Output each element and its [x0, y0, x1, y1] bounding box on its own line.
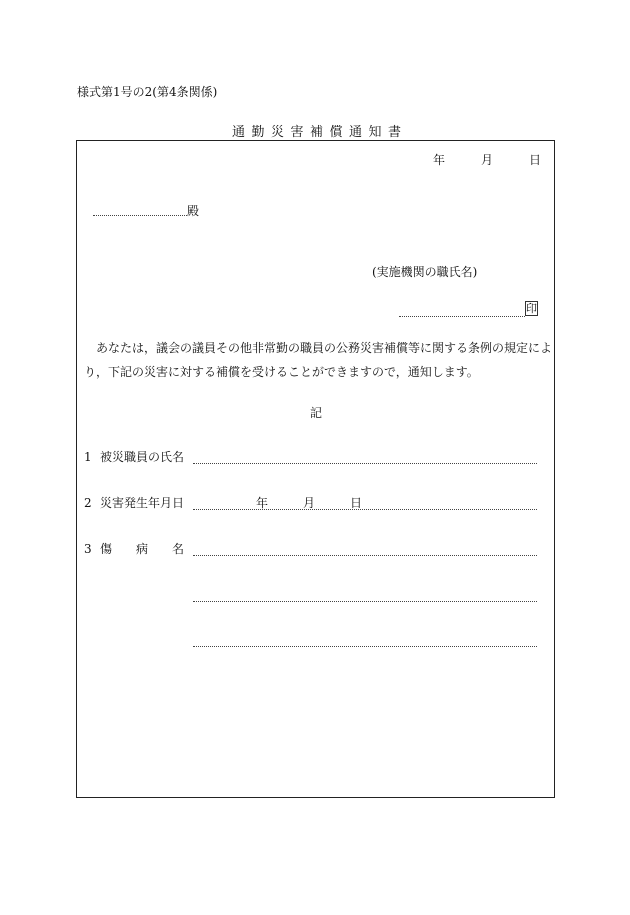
item-2-month-label: 月 — [303, 496, 316, 510]
date-month-label: 月 — [481, 153, 494, 167]
item-3-label-part-1: 傷 — [100, 542, 113, 556]
item-2-entry-line[interactable] — [193, 509, 537, 510]
item-3-entry-line-1[interactable] — [193, 555, 537, 556]
notice-line-2: り，下記の災害に対する補償を受けることができますので，通知します。 — [84, 365, 479, 379]
item-1-number: 1 — [84, 450, 92, 464]
item-2-number: 2 — [84, 496, 92, 510]
seal-mark: 印 — [526, 302, 537, 315]
issuer-label: (実施機関の職氏名) — [372, 265, 478, 279]
form-frame — [76, 140, 555, 798]
notice-line-1: あなたは，議会の議員その他非常勤の職員の公務災害補償等に関する条例の規定によ — [96, 341, 553, 355]
item-3-label-part-2: 病 — [136, 542, 149, 556]
item-3-label-part-3: 名 — [172, 542, 185, 556]
form-number-label: 様式第1号の2(第4条関係) — [77, 85, 218, 99]
item-3-entry-line-2[interactable] — [193, 601, 537, 602]
addressee-name-line[interactable] — [93, 215, 187, 216]
item-1-entry-line[interactable] — [193, 463, 537, 464]
date-day-label: 日 — [529, 153, 542, 167]
item-2-day-label: 日 — [350, 496, 363, 510]
item-3-entry-line-3[interactable] — [193, 646, 537, 647]
item-2-label: 災害発生年月日 — [100, 496, 185, 510]
issuer-name-line[interactable] — [399, 316, 525, 317]
ki-heading: 記 — [310, 406, 323, 420]
item-2-year-label: 年 — [256, 496, 269, 510]
addressee-suffix: 殿 — [187, 204, 200, 218]
item-1-label: 被災職員の氏名 — [100, 450, 185, 464]
item-3-number: 3 — [84, 542, 92, 556]
document-title: 通勤災害補償通知書 — [232, 125, 408, 140]
date-year-label: 年 — [433, 153, 446, 167]
